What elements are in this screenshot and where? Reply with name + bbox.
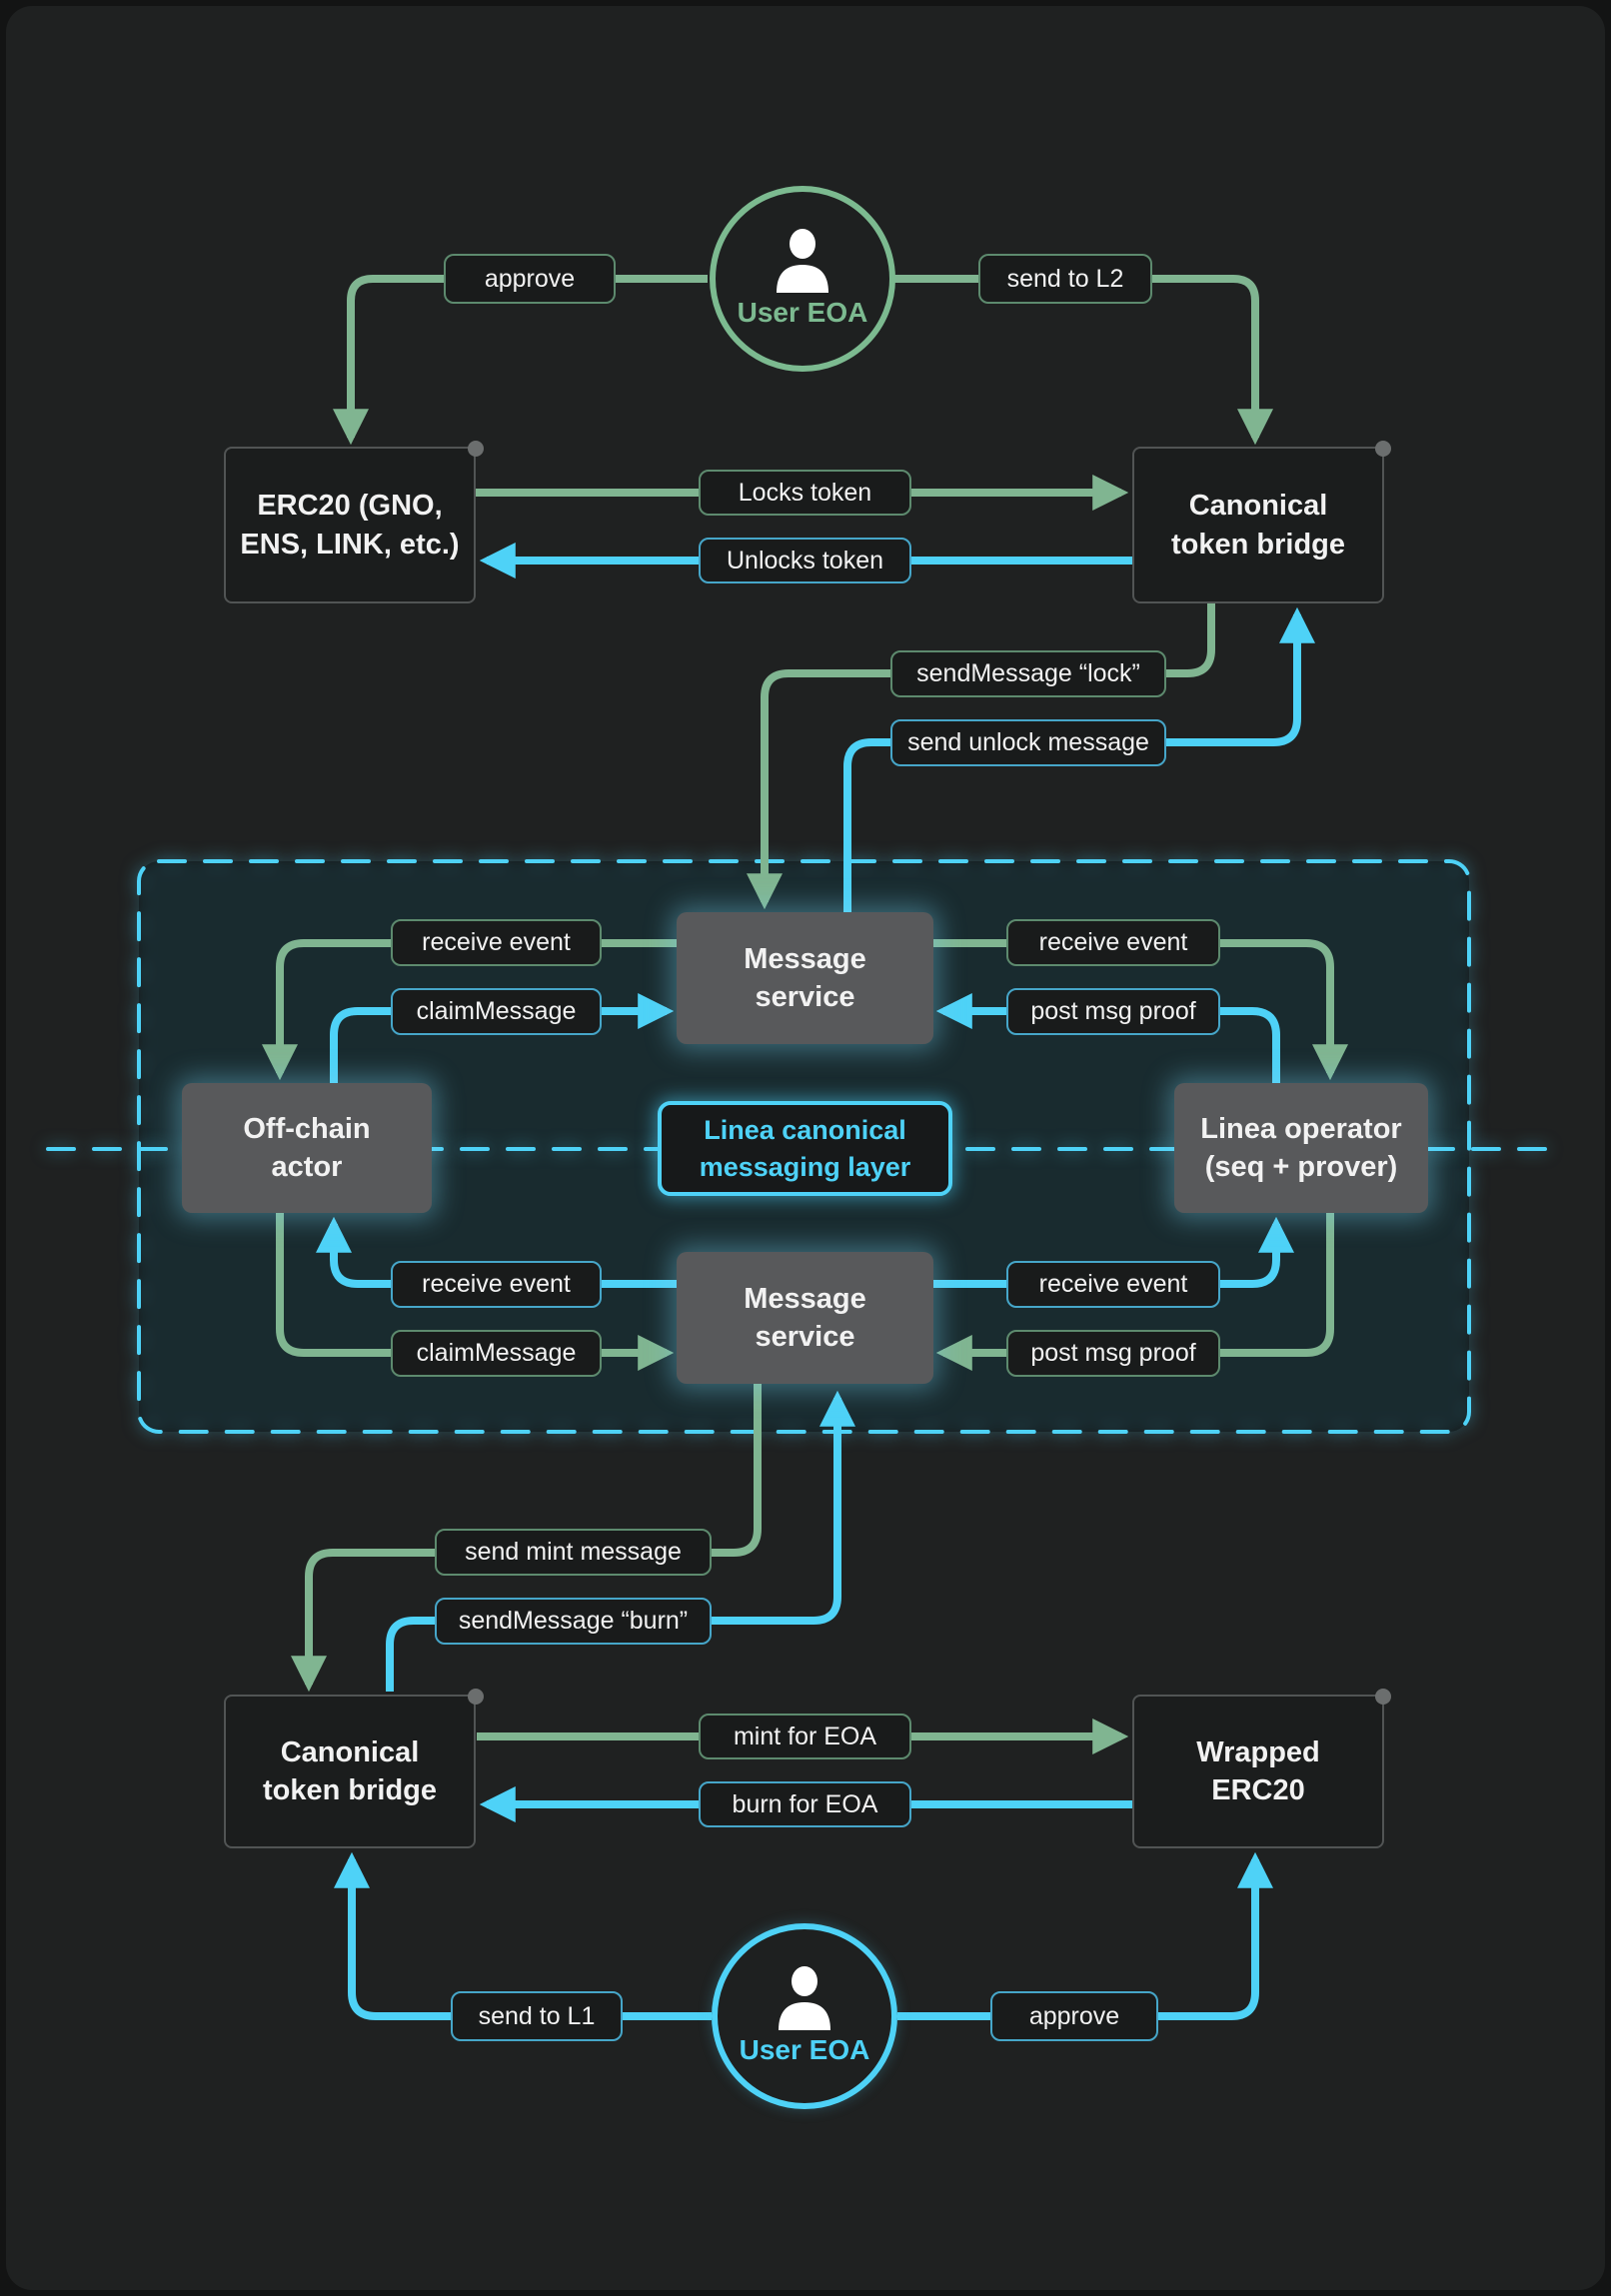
node-linea-operator: Linea operator (seq + prover) [1174, 1083, 1428, 1213]
node-canonical-token-bridge-l2: Canonical token bridge [224, 1695, 476, 1848]
user-eoa-label: User EOA [739, 2034, 870, 2065]
user-eoa-l2 [712, 1923, 897, 2109]
node-erc20: ERC20 (GNO, ENS, LINK, etc.) [224, 447, 476, 603]
edge-label-burn-for-eoa: burn for EOA [699, 1781, 911, 1827]
edge-label-send-mint-message: send mint message [435, 1529, 712, 1576]
node-canonical-token-bridge-l1: Canonical token bridge [1132, 447, 1384, 603]
edge-label-approve-l1: approve [444, 254, 616, 304]
connector-dot [468, 1689, 484, 1705]
edge-label-send-message-burn: sendMessage “burn” [435, 1598, 712, 1645]
edge-label-locks-token: Locks token [699, 470, 911, 516]
edge-label-send-to-l1: send to L1 [451, 1991, 623, 2041]
edge-label-receive-event-br: receive event [1006, 1261, 1220, 1308]
node-message-service-l2: Message service [677, 1252, 933, 1384]
edge-label-unlocks-token: Unlocks token [699, 538, 911, 583]
edge-label-send-unlock-message: send unlock message [890, 719, 1166, 766]
edge-label-approve-l2: approve [990, 1991, 1158, 2041]
user-icon [768, 1966, 841, 2032]
edge-label-post-msg-proof-tr: post msg proof [1006, 988, 1220, 1035]
edge-label-send-to-l2: send to L2 [978, 254, 1152, 304]
node-message-service-l1: Message service [677, 912, 933, 1044]
connector-dot [1375, 1689, 1391, 1705]
node-linea-canonical-messaging-layer: Linea canonical messaging layer [658, 1101, 952, 1196]
edge-label-receive-event-tl: receive event [391, 919, 602, 966]
node-wrapped-erc20: Wrapped ERC20 [1132, 1695, 1384, 1848]
user-icon [766, 229, 839, 295]
user-eoa-label: User EOA [737, 297, 868, 328]
edge-label-claim-message-bl: claimMessage [391, 1330, 602, 1377]
edge-label-post-msg-proof-br: post msg proof [1006, 1330, 1220, 1377]
edge-label-send-message-lock: sendMessage “lock” [890, 650, 1166, 697]
edge-label-claim-message-tl: claimMessage [391, 988, 602, 1035]
edge-label-mint-for-eoa: mint for EOA [699, 1714, 911, 1759]
edge-label-receive-event-tr: receive event [1006, 919, 1220, 966]
connector-dot [1375, 441, 1391, 457]
node-offchain-actor: Off-chain actor [182, 1083, 432, 1213]
user-eoa-l1 [710, 186, 895, 372]
edge-label-receive-event-bl: receive event [391, 1261, 602, 1308]
connector-dot [468, 441, 484, 457]
